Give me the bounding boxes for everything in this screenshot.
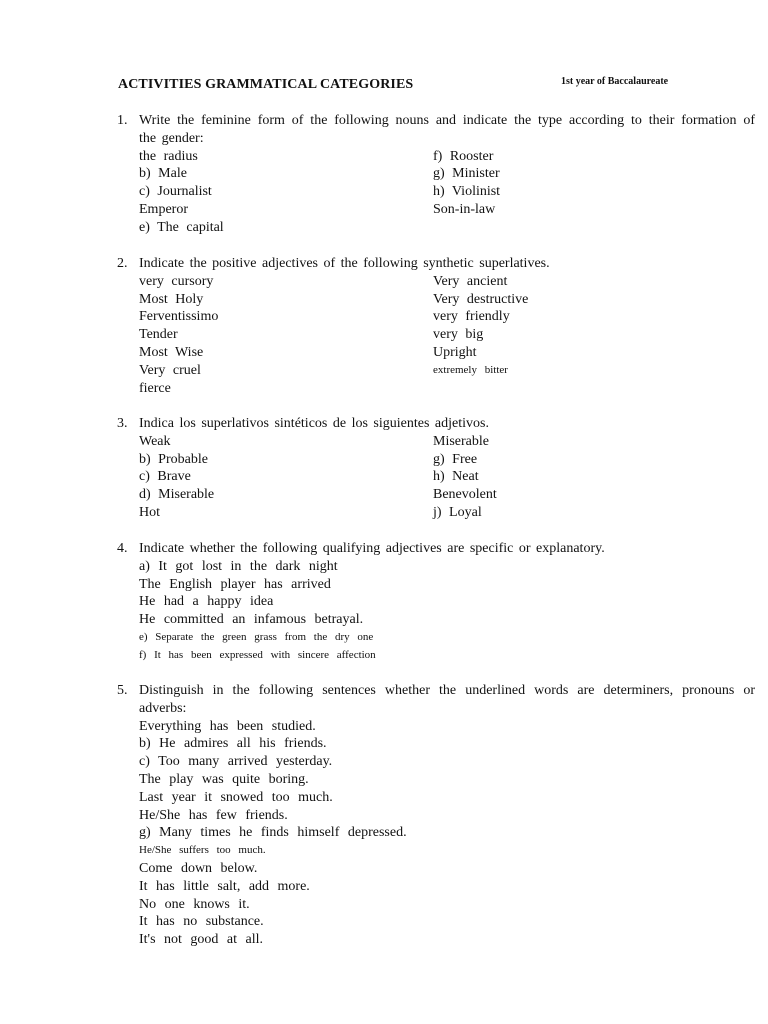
list-item: e) The capital xyxy=(139,219,224,235)
question-1-items xyxy=(139,148,755,237)
list-item: Last year it snowed too much. xyxy=(139,789,333,805)
list-item: Emperor xyxy=(139,201,188,217)
list-item: Very cruel xyxy=(139,362,201,378)
list-item: e) Separate the green grass from the dry one xyxy=(139,630,374,643)
list-item: The English player has arrived xyxy=(139,576,331,592)
list-item: b) Probable xyxy=(139,451,208,467)
list-item: j) Loyal xyxy=(433,504,482,520)
list-item: b) He admires all his friends. xyxy=(139,736,327,752)
list-item: Benevolent xyxy=(433,487,497,503)
question-3-items xyxy=(139,433,755,522)
question-3 xyxy=(117,415,755,522)
list-item: Most Holy xyxy=(139,291,204,307)
list-item: He/She suffers too much. xyxy=(139,844,266,857)
course-level: 1st year of Baccalaureate xyxy=(561,76,669,87)
list-item xyxy=(433,219,755,237)
list-item: very cursory xyxy=(139,273,214,289)
question-text: Write the feminine form of the following nouns and indicate the type according to their formation of the gender: xyxy=(139,113,755,146)
question-text: Indicate whether the following qualifying adjectives are specific or explanatory. xyxy=(139,541,605,556)
list-item: h) Neat xyxy=(433,469,479,485)
question-number: 5. xyxy=(117,683,128,698)
list-item: very big xyxy=(433,327,484,343)
list-item: Miserable xyxy=(433,433,489,449)
list-item: f) Rooster xyxy=(433,148,494,164)
question-text: Indicate the positive adjectives of the following synthetic superlatives. xyxy=(139,256,550,271)
question-2-items xyxy=(139,273,755,398)
list-item: Very destructive xyxy=(433,291,529,307)
list-item: He had a happy idea xyxy=(139,594,274,610)
question-4-items xyxy=(139,558,755,665)
list-item: f) It has been expressed with sincere affection xyxy=(139,648,376,661)
list-item: c) Journalist xyxy=(139,184,212,200)
list-item: The play was quite boring. xyxy=(139,771,309,787)
list-item: Ferventissimo xyxy=(139,309,219,325)
list-item: Everything has been studied. xyxy=(139,718,316,734)
list-item: very friendly xyxy=(433,309,510,325)
list-item: a) It got lost in the dark night xyxy=(139,558,338,574)
question-text: Distinguish in the following sentences whether the underlined words are determiners, pronouns or adverbs: xyxy=(139,683,755,716)
question-number: 2. xyxy=(117,256,128,271)
list-item: He/She has few friends. xyxy=(139,807,288,823)
list-item: Upright xyxy=(433,344,477,360)
question-5-items xyxy=(139,718,755,949)
list-item: Son-in-law xyxy=(433,201,496,217)
list-item: g) Minister xyxy=(433,166,500,182)
question-2 xyxy=(117,255,755,397)
list-item: Weak xyxy=(139,433,171,449)
list-item: h) Violinist xyxy=(433,184,501,200)
list-item: c) Brave xyxy=(139,469,191,485)
list-item: He committed an infamous betrayal. xyxy=(139,612,364,628)
list-item: Tender xyxy=(139,327,178,343)
list-item: It has no substance. xyxy=(139,914,264,930)
list-item: Very ancient xyxy=(433,273,508,289)
list-item xyxy=(433,380,755,398)
question-number: 1. xyxy=(117,113,128,128)
question-text: Indica los superlativos sintéticos de los siguientes adjetivos. xyxy=(139,416,489,431)
list-item: Hot xyxy=(139,504,160,520)
list-item: g) Free xyxy=(433,451,478,467)
question-number: 3. xyxy=(117,416,128,431)
list-item: fierce xyxy=(139,380,171,396)
question-1 xyxy=(117,112,755,237)
question-5 xyxy=(117,682,755,949)
list-item: Come down below. xyxy=(139,860,258,876)
list-item: g) Many times he finds himself depressed. xyxy=(139,825,407,841)
list-item: c) Too many arrived yesterday. xyxy=(139,754,333,770)
list-item: No one knows it. xyxy=(139,896,250,912)
list-item: It's not good at all. xyxy=(139,932,264,948)
document-title: ACTIVITIES GRAMMATICAL CATEGORIES xyxy=(118,77,414,92)
question-4 xyxy=(117,540,755,665)
list-item: b) Male xyxy=(139,166,187,182)
list-item: It has little salt, add more. xyxy=(139,878,310,894)
list-item: d) Miserable xyxy=(139,487,215,503)
list-item: Most Wise xyxy=(139,344,204,360)
question-number: 4. xyxy=(117,541,128,556)
list-item: the radius xyxy=(139,148,198,164)
list-item: extremely bitter xyxy=(433,363,508,376)
